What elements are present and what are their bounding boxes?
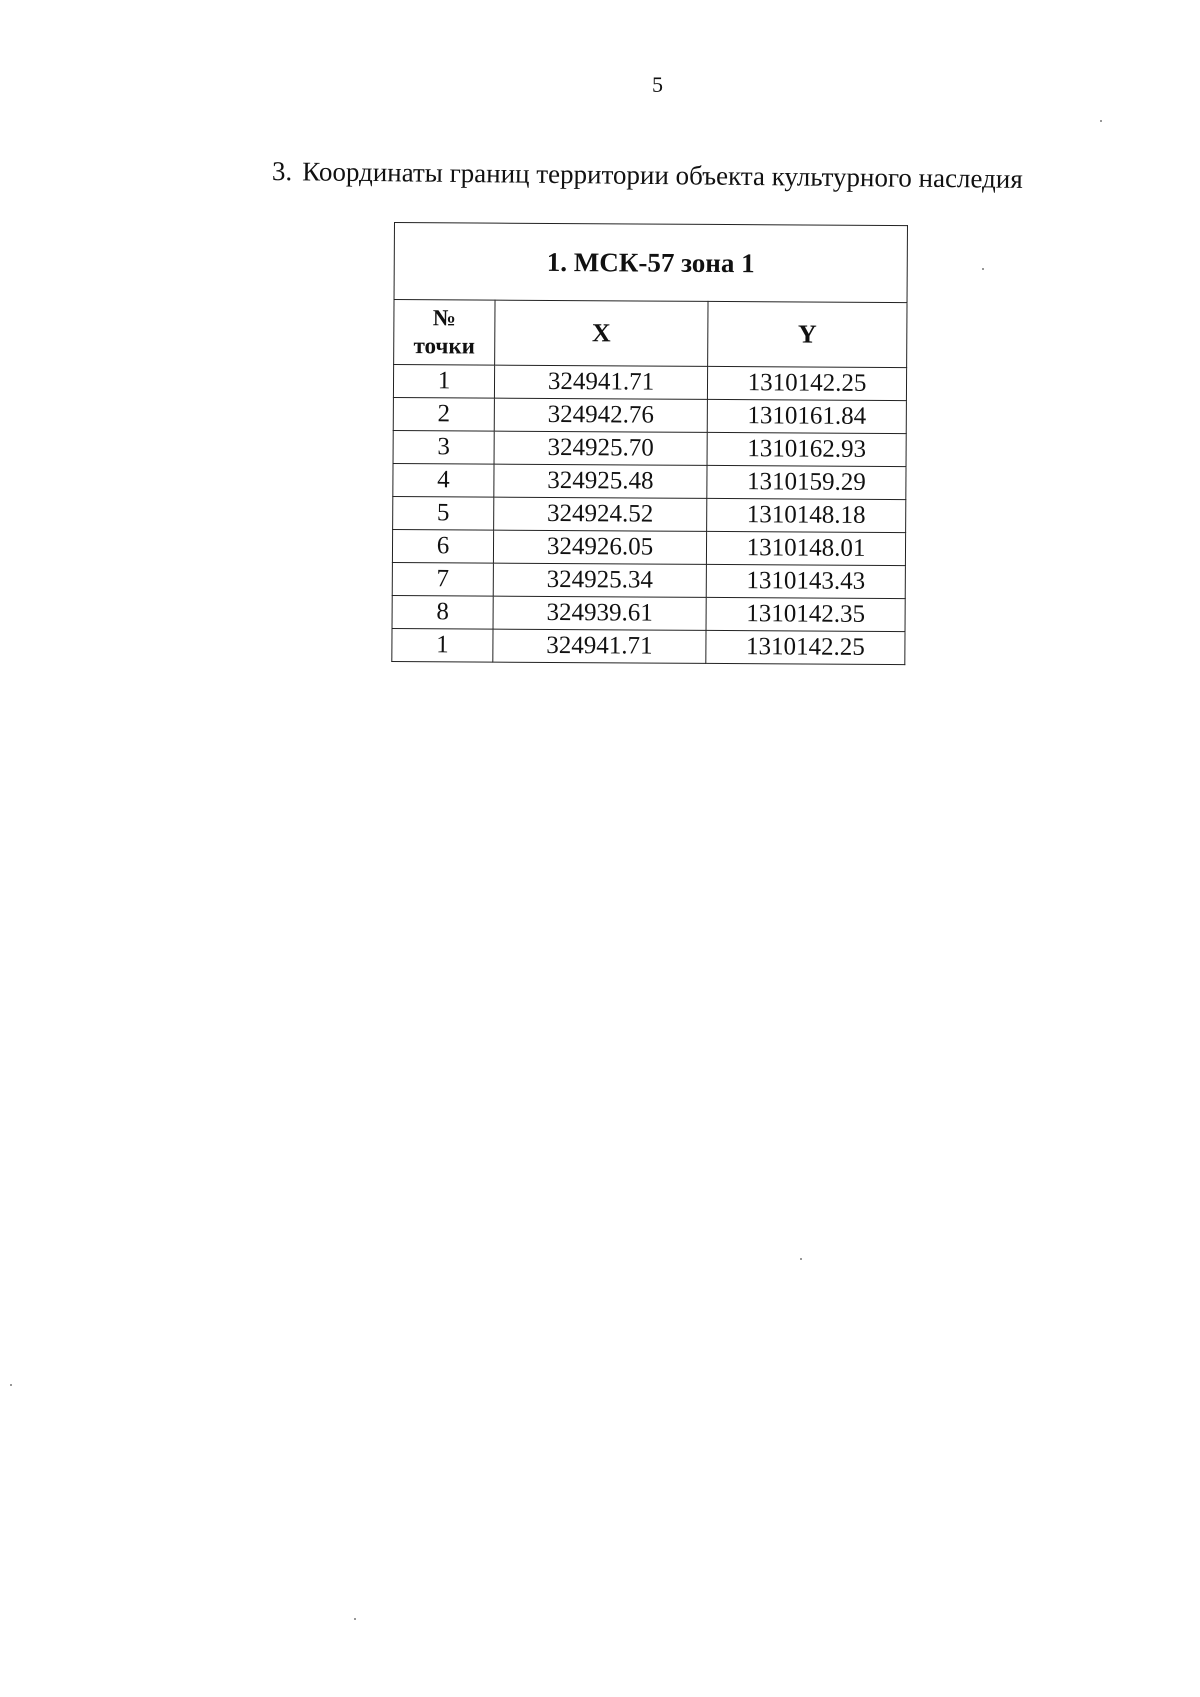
point-number-label: точки (413, 333, 476, 359)
scan-speck (1100, 120, 1102, 122)
section-heading (272, 156, 1023, 195)
page-number: 5 (652, 72, 663, 97)
table-row (392, 628, 905, 664)
table-row (392, 529, 905, 565)
point-number-cell: 1 (393, 365, 494, 399)
y-coordinate-cell: 1310161.84 (707, 399, 906, 433)
column-header-row (394, 300, 907, 368)
coordinates-table-body (392, 365, 907, 665)
table-row (393, 365, 906, 401)
point-number-cell: 5 (393, 496, 494, 530)
point-number-symbol: № (432, 305, 457, 331)
point-number-cell: 4 (393, 463, 494, 497)
x-coordinate-cell: 324939.61 (493, 596, 706, 630)
y-coordinate-cell: 1310162.93 (707, 432, 906, 466)
column-header-y: Y (708, 301, 907, 367)
y-coordinate-cell: 1310142.25 (706, 630, 905, 664)
table-row (392, 562, 905, 598)
y-coordinate-cell: 1310142.35 (706, 597, 905, 631)
x-coordinate-cell: 324924.52 (494, 497, 707, 531)
point-number-cell: 6 (392, 529, 493, 563)
point-number-cell: 7 (392, 562, 493, 596)
x-coordinate-cell: 324926.05 (493, 530, 706, 564)
scan-speck (800, 1258, 802, 1260)
x-coordinate-cell: 324941.71 (494, 365, 707, 399)
point-number-cell: 3 (393, 430, 494, 464)
x-coordinate-cell: 324925.48 (494, 464, 707, 498)
point-number-cell: 8 (392, 595, 493, 629)
y-coordinate-cell: 1310148.18 (707, 498, 906, 532)
scan-speck (982, 268, 984, 270)
scan-speck (354, 1618, 356, 1620)
x-coordinate-cell: 324941.71 (493, 629, 706, 663)
coordinates-table (391, 222, 908, 665)
y-coordinate-cell: 1310148.01 (706, 531, 905, 565)
x-coordinate-cell: 324925.34 (493, 563, 706, 597)
zone-title: 1. МСК-57 зона 1 (394, 223, 907, 303)
x-coordinate-cell: 324942.76 (494, 398, 707, 432)
zone-title-row (394, 223, 907, 303)
table-row (393, 463, 906, 499)
y-coordinate-cell: 1310159.29 (707, 465, 906, 499)
point-number-cell: 2 (393, 397, 494, 431)
section-number: 3. (271, 156, 293, 187)
point-number-cell: 1 (392, 628, 493, 662)
y-coordinate-cell: 1310143.43 (706, 564, 905, 598)
section-title: Координаты границ территории объекта культурного наследия (302, 156, 1023, 194)
table-row (392, 595, 905, 631)
y-coordinate-cell: 1310142.25 (707, 366, 906, 400)
column-header-point-number (394, 300, 495, 366)
table-row (393, 496, 906, 532)
scan-speck (10, 1384, 12, 1386)
table-row (393, 430, 906, 466)
x-coordinate-cell: 324925.70 (494, 431, 707, 465)
coordinates-table-container (391, 222, 908, 665)
table-row (393, 397, 906, 433)
column-header-x: X (495, 300, 708, 366)
